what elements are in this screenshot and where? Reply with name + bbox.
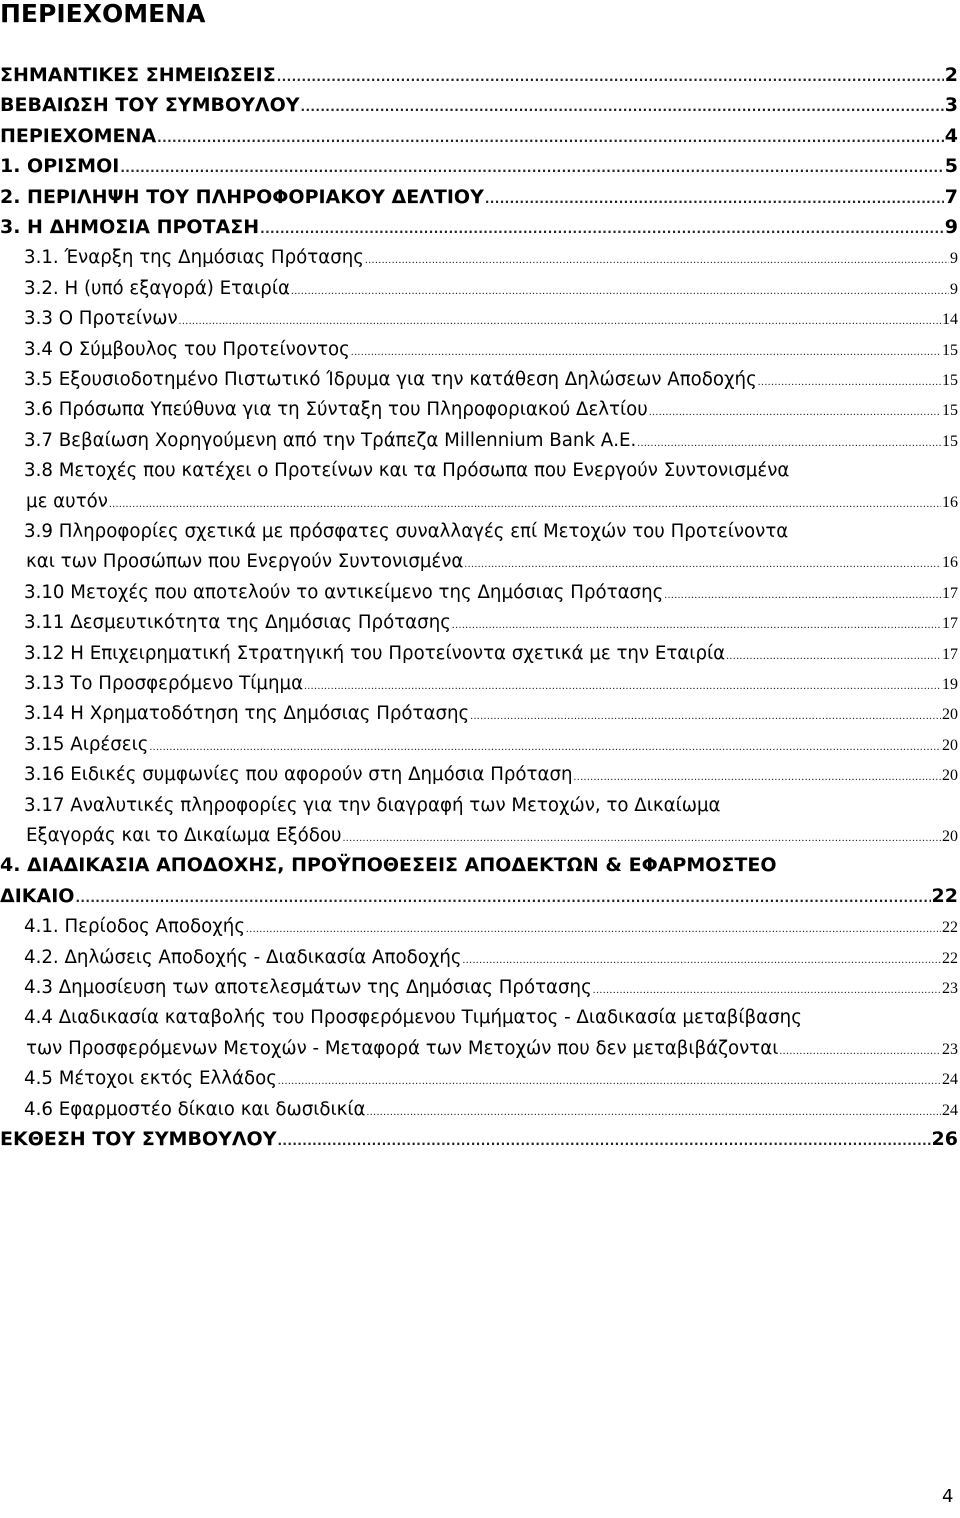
toc-entry-page: 5 (944, 155, 958, 178)
toc-entry-page: 17 (942, 615, 958, 633)
toc-entry[interactable] (24, 299, 958, 329)
toc-dot-leader (179, 305, 941, 325)
toc-entry-title: 3.13 Το Προσφερόμενο Τίμημα (24, 673, 304, 694)
toc-entry-page: 14 (942, 311, 958, 329)
toc-dot-leader (291, 275, 949, 295)
toc-entry[interactable] (24, 725, 958, 755)
toc-entry-page: 22 (931, 884, 958, 907)
toc-dot-leader (149, 731, 941, 751)
toc-entry-major[interactable] (0, 846, 958, 876)
toc-entry-title: ΕΚΘΕΣΗ ΤΟΥ ΣΥΜΒΟΥΛΟΥ (0, 1128, 277, 1150)
toc-dot-leader (574, 761, 941, 781)
toc-entry[interactable] (24, 421, 958, 451)
toc-entry-page: 4 (944, 124, 958, 147)
toc-entry-title: 3.11 Δεσμευτικότητα της Δημόσιας Πρότασης (24, 612, 451, 634)
toc-entry[interactable] (24, 968, 958, 998)
toc-entry-title: 3.4 Ο Σύμβουλος του Προτείνοντος (24, 338, 350, 360)
toc-entry-title: 4.3 Δημοσίευση των αποτελεσμάτων της Δημόσιας Πρότασης (24, 977, 592, 998)
toc-entry[interactable] (24, 755, 958, 785)
toc-dot-leader (277, 1126, 930, 1146)
toc-entry-title: ΣΗΜΑΝΤΙΚΕΣ ΣΗΜΕΙΩΣΕΙΣ (0, 64, 276, 86)
toc-entry[interactable] (24, 938, 958, 968)
toc-entry[interactable] (24, 360, 958, 390)
toc-entry-title: 4. ΔΙΑΔΙΚΑΣΙΑ ΑΠΟΔΟΧΗΣ, ΠΡΟΫΠΟΘΕΣΕΙΣ ΑΠΟΔΕΚΤΩΝ & ΕΦΑΡΜΟΣΤΕΟ (0, 854, 777, 877)
toc-entry-title: 4.1. Περίοδος Αποδοχής (24, 916, 246, 938)
toc-entry-title: 4.4 Διαδικασία καταβολής του Προσφερόμενου Τιμήματος - Διαδικασία μεταβίβασης (24, 1007, 802, 1029)
toc-entry-page: 23 (942, 980, 958, 997)
toc-entry[interactable] (26, 1029, 958, 1059)
toc-dot-leader (470, 700, 941, 720)
toc-dot-leader (120, 153, 943, 173)
toc-dot-leader (664, 579, 941, 599)
toc-entry-page: 17 (942, 645, 958, 663)
toc-entry-page: 15 (942, 402, 958, 420)
toc-entry-title: 3.17 Αναλυτικές πληροφορίες για την διαγραφή των Μετοχών, το Δικαίωμα (24, 794, 721, 816)
toc-entry-major[interactable] (0, 147, 958, 177)
toc-entry-major[interactable] (0, 56, 958, 86)
toc-dot-leader (301, 92, 944, 112)
toc-entry-page: 20 (942, 736, 958, 754)
toc-entry-title: 3.9 Πληροφορίες σχετικά με πρόσφατες συναλλαγές επί Μετοχών του Προτείνοντα (24, 521, 789, 542)
toc-entry-page: 9 (944, 216, 958, 238)
toc-entry-major[interactable] (0, 1120, 958, 1150)
toc-entry-page: 3 (944, 94, 958, 117)
toc-entry-page: 22 (942, 949, 958, 967)
toc-dot-leader (452, 609, 941, 629)
toc-entry[interactable] (24, 512, 958, 542)
toc-entry[interactable] (24, 634, 958, 664)
toc-dot-leader (593, 974, 941, 994)
toc-dot-leader (304, 670, 941, 690)
toc-entry-page: 17 (942, 584, 958, 602)
toc-entry-page: 16 (942, 554, 958, 572)
toc-entry-major[interactable] (0, 86, 958, 116)
page-number: 4 (942, 1486, 954, 1507)
toc-entry-title: 3.3 Ο Προτείνων (24, 308, 178, 330)
toc-dot-leader (157, 123, 944, 143)
toc-entry-title: 2. ΠΕΡΙΛΗΨΗ ΤΟΥ ΠΛΗΡΟΦΟΡΙΑΚΟΥ ΔΕΛΤΙΟΥ (0, 185, 484, 208)
toc-entry[interactable] (24, 786, 958, 816)
toc-dot-leader (649, 396, 941, 416)
toc-entry-title: 3. Η ΔΗΜΟΣΙΑ ΠΡΟΤΑΣΗ (0, 216, 260, 238)
toc-entry-page: 23 (942, 1040, 958, 1058)
toc-entry[interactable] (24, 664, 958, 694)
toc-entry[interactable] (24, 390, 958, 420)
toc-entry-title: 3.15 Αιρέσεις (24, 733, 149, 755)
toc-entry-title: ΠΕΡΙΕΧΟΜΕΝΑ (0, 124, 157, 147)
toc-dot-leader (485, 184, 944, 204)
toc-entry-title: 3.16 Ειδικές συμφωνίες που αφορούν στη Δημόσια Πρόταση (24, 764, 573, 786)
toc-entry[interactable] (24, 573, 958, 603)
page-title: ΠΕΡΙΕΧΟΜΕΝΑ (0, 0, 206, 28)
toc-entry-page: 15 (942, 341, 958, 359)
toc-entry[interactable] (24, 694, 958, 724)
toc-dot-leader (246, 913, 941, 933)
toc-dot-leader (351, 336, 941, 356)
toc-entry-title: 3.1. Έναρξη της Δημόσιας Πρότασης (24, 247, 364, 269)
toc-entry-page: 15 (942, 372, 958, 389)
toc-dot-leader (726, 640, 941, 660)
toc-entry-title: 3.6 Πρόσωπα Υπεύθυνα για τη Σύνταξη του Πληροφοριακού Δελτίου (24, 399, 648, 421)
toc-entry-title: 3.14 Η Χρηματοδότηση της Δημόσιας Πρότασης (24, 703, 470, 725)
toc-dot-leader (779, 1035, 941, 1055)
toc-entry-page: 15 (942, 432, 958, 450)
toc-entry[interactable] (24, 330, 958, 360)
toc-entry-page: 7 (944, 185, 958, 208)
toc-dot-leader (109, 488, 941, 508)
toc-entry-page: 26 (931, 1128, 958, 1150)
toc-entry-page: 9 (950, 250, 958, 268)
toc-entry-title: 4.6 Εφαρμοστέο δίκαιο και δωσιδικία (24, 1098, 366, 1120)
toc-entry-page: 9 (950, 280, 958, 298)
toc-entry-title: Εξαγοράς και το Δικαίωμα Εξόδου (26, 825, 342, 846)
toc-entry-major[interactable] (0, 178, 958, 208)
toc-entry[interactable] (24, 907, 958, 937)
toc-entry-page: 24 (942, 1101, 958, 1119)
toc-entry-page: 20 (942, 706, 958, 724)
toc-entry-page: 16 (942, 493, 958, 511)
toc-entry-major[interactable] (0, 208, 958, 238)
toc-dot-leader (365, 244, 949, 264)
toc-dot-leader (637, 427, 941, 447)
toc-entry-page: 2 (944, 64, 958, 86)
toc-entry-title: ΔΙΚΑΙΟ (0, 884, 75, 907)
toc-entry[interactable] (24, 1090, 958, 1120)
toc-entry-title: 3.5 Εξουσιοδοτημένο Πιστωτικό Ίδρυμα για την κατάθεση Δηλώσεων Αποδοχής (24, 369, 757, 390)
toc-dot-leader (278, 1065, 941, 1085)
toc-entry-page: 20 (942, 767, 958, 785)
toc-entry-major[interactable] (0, 877, 958, 907)
toc-entry-title: με αυτόν (26, 490, 108, 512)
toc-entry-title: 3.8 Μετοχές που κατέχει ο Προτείνων και τα Πρόσωπα που Ενεργούν Συντονισμένα (24, 460, 790, 482)
toc-entry-page: 19 (942, 676, 958, 693)
toc-entry-page: 20 (942, 828, 958, 845)
toc-entry-title: 4.5 Μέτοχοι εκτός Ελλάδος (24, 1068, 277, 1090)
toc-entry[interactable] (24, 998, 958, 1028)
toc-dot-leader (463, 944, 941, 964)
toc-entry-title: 3.7 Βεβαίωση Χορηγούμενη από την Τράπεζα Millennium Bank Α.Ε. (24, 429, 637, 451)
toc-entry[interactable] (24, 269, 958, 299)
toc-dot-leader (277, 62, 944, 82)
toc-dot-leader (260, 214, 944, 234)
toc-entry[interactable] (26, 816, 958, 846)
toc-entry-title: ΒΕΒΑΙΩΣΗ ΤΟΥ ΣΥΜΒΟΥΛΟΥ (0, 94, 300, 117)
toc-entry[interactable] (26, 482, 958, 512)
toc-dot-leader (75, 883, 930, 903)
toc-entry-title: 3.12 Η Επιχειρηματική Στρατηγική του Προτείνοντα σχετικά με την Εταιρία (24, 642, 726, 664)
toc-entry-title: 3.2. Η (υπό εξαγορά) Εταιρία (24, 277, 290, 299)
toc-entry[interactable] (24, 603, 958, 633)
toc-entry-title: και των Προσώπων που Ενεργούν Συντονισμένα (26, 551, 464, 573)
toc-entry[interactable] (24, 238, 958, 268)
toc-entry-page: 22 (942, 919, 958, 937)
toc-entry-major[interactable] (0, 117, 958, 147)
toc-entry-page: 24 (942, 1071, 958, 1089)
toc-dot-leader (758, 366, 941, 386)
toc-entry-title: 3.10 Μετοχές που αποτελούν το αντικείμενο της Δημόσιας Πρότασης (24, 581, 664, 603)
toc-dot-leader (464, 548, 941, 568)
toc-entry[interactable] (24, 451, 958, 481)
toc-dot-leader (343, 822, 941, 842)
toc-entry-title: 1. ΟΡΙΣΜΟΙ (0, 155, 120, 178)
toc-entry[interactable] (26, 542, 958, 572)
toc-entry-title: των Προσφερόμενων Μετοχών - Μεταφορά των Μετοχών που δεν μεταβιβάζονται (26, 1037, 779, 1059)
toc-entry[interactable] (24, 1059, 958, 1089)
toc-dot-leader (367, 1096, 941, 1116)
toc-entry-title: 4.2. Δηλώσεις Αποδοχής - Διαδικασία Αποδοχής (24, 946, 462, 968)
